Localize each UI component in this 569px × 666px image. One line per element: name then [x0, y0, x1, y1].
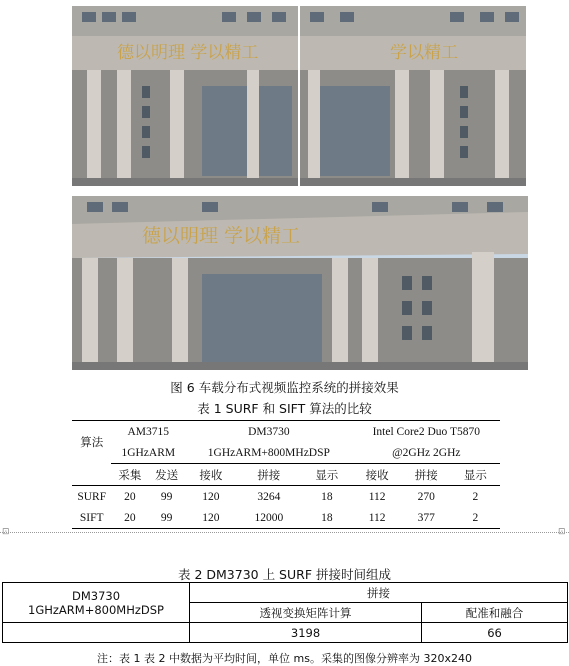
value-cell: 12000 [254, 511, 284, 524]
platform-line1: DM3730 [71, 588, 121, 603]
building-photo-left [72, 6, 298, 186]
building-photo-stitched [72, 196, 528, 370]
value-cell: 120 [202, 511, 220, 524]
value-cell: 3264 [257, 490, 281, 503]
algo-cell: SIFT [79, 511, 104, 524]
value-cell: 377 [417, 511, 435, 524]
value-cell: 99 [160, 511, 173, 524]
group-sub-dm3730: 1GHzARM+800MHzDSP [185, 442, 353, 464]
col-header-registration: 配准和融合 [422, 603, 568, 623]
col-header: 拼接 [402, 464, 451, 486]
margin-mark-left: ⊡ [2, 527, 10, 537]
value-cell: 2 [472, 490, 479, 503]
table1 [72, 420, 500, 529]
col-header: 接收 [185, 464, 237, 486]
platform-cell [3, 583, 190, 623]
value-cell: 120 [202, 490, 220, 503]
group-name-intel: Intel Core2 Duo T5870 [372, 425, 481, 438]
col-header: 接收 [353, 464, 402, 486]
group-name-am3715: AM3715 [127, 425, 170, 438]
table1-header-row1 [72, 421, 500, 443]
group-sub-am3715: 1GHzARM [111, 442, 185, 464]
col-header: 发送 [148, 464, 185, 486]
photo-left-input [72, 6, 298, 186]
table-row [72, 486, 500, 508]
algo-cell: SURF [77, 490, 107, 503]
table-row [72, 507, 500, 529]
value-cell: 112 [368, 511, 386, 524]
figure-caption: 图 6 车载分布式视频监控系统的拼接效果 [170, 380, 399, 395]
value-cell: 270 [417, 490, 435, 503]
table2 [2, 582, 568, 643]
col-header-empty [72, 464, 111, 486]
sign-stitched: 德以明理 学以精工 [142, 225, 301, 247]
section-separator [0, 532, 569, 533]
value-cell: 66 [422, 623, 568, 643]
algo-header: 算法 [80, 437, 104, 450]
value-cell: 18 [321, 490, 333, 503]
value-cell: 2 [472, 511, 479, 524]
footnote: 注：表 1 表 2 中数据为平均时间，单位 ms。采集的图像分辨率为 320x240 [97, 652, 472, 665]
photo-stitched-output [72, 196, 528, 370]
value-cell: 20 [124, 490, 136, 503]
table1-header-row3 [72, 464, 500, 486]
col-header: 采集 [111, 464, 148, 486]
value-cell: 20 [124, 511, 136, 524]
stitch-header: 拼接 [190, 583, 568, 603]
table2-header-row1 [3, 583, 568, 603]
table1-caption: 表 1 SURF 和 SIFT 算法的比较 [197, 401, 372, 416]
building-photo-right [300, 6, 526, 186]
group-name-dm3730: DM3730 [248, 425, 290, 438]
value-cell: 18 [321, 511, 333, 524]
value-cell: 99 [160, 490, 173, 503]
group-sub-intel: @2GHz 2GHz [353, 442, 500, 464]
margin-mark-right: ⊡ [558, 527, 566, 537]
table-row [3, 623, 568, 643]
col-header-transform: 透视变换矩阵计算 [190, 603, 422, 623]
platform-empty [3, 623, 190, 643]
table1-header-row2 [72, 442, 500, 464]
sign-left: 德以明理 学以精工 [117, 43, 259, 63]
value-cell: 3198 [190, 623, 422, 643]
photo-right-input [300, 6, 526, 186]
col-header: 显示 [301, 464, 353, 486]
col-header: 显示 [451, 464, 500, 486]
value-cell: 112 [368, 490, 386, 503]
col-header: 拼接 [237, 464, 301, 486]
platform-line2: 1GHzARM+800MHzDSP [28, 602, 164, 617]
sign-right: 学以精工 [390, 43, 458, 63]
table2-caption: 表 2 DM3730 上 SURF 拼接时间组成 [177, 567, 391, 582]
